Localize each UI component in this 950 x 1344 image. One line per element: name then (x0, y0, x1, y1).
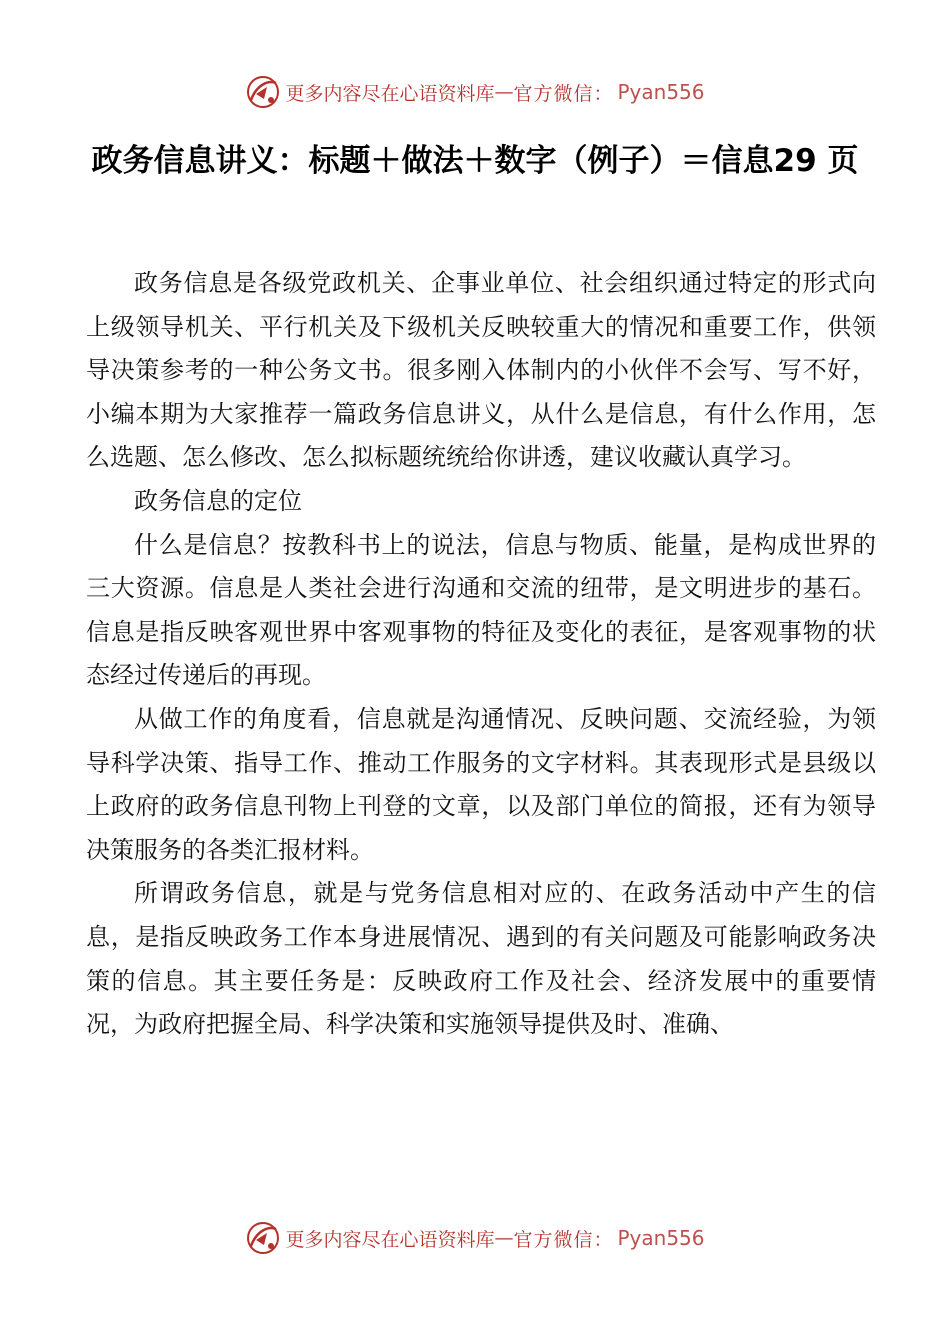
banner-text: 更多内容尽在心语资料库 (285, 82, 495, 105)
brand-logo-icon (245, 1220, 281, 1256)
banner-wechat-id: Pyan556 (617, 80, 705, 104)
document-body (86, 262, 876, 1047)
paragraph-definition: 什么是信息？按教科书上的说法，信息与物质、能量，是构成世界的三大资源。信息是人类社会进行沟通和交流的纽带，是文明进步的基石。信息是指反映客观世界中客观事物的特征及变化的表征，是客观事物的状态经过传递后的再现。 (86, 530, 876, 690)
banner-text: 更多内容尽在心语资料库 (285, 1228, 495, 1251)
section-heading: 政务信息的定位 (134, 486, 302, 515)
banner-wechat-label: 官方微信： (513, 1228, 614, 1251)
header-banner (0, 72, 950, 112)
banner-dash: — (494, 81, 514, 103)
footer-banner (0, 1218, 950, 1258)
banner-dash: — (494, 1227, 514, 1249)
paragraph-work-perspective: 从做工作的角度看，信息就是沟通情况、反映问题、交流经验，为领导科学决策、指导工作、推动工作服务的文字材料。其表现形式是县级以上政府的政务信息刊物上刊登的文章，以及部门单位的简报，还有为领导决策服务的各类汇报材料。 (86, 704, 876, 864)
brand-logo-icon (245, 74, 281, 110)
document-title: 政务信息讲义：标题＋做法＋数字（例子）＝信息29 页 (91, 143, 859, 179)
paragraph-government-info: 所谓政务信息，就是与党务信息相对应的、在政务活动中产生的信息，是指反映政务工作本身进展情况、遇到的有关问题及可能影响政务决策的信息。其主要任务是：反映政府工作及社会、经济发展中的重要情况，为政府把握全局、科学决策和实施领导提供及时、准确、 (86, 879, 876, 1039)
banner-wechat-label: 官方微信： (513, 82, 614, 105)
banner-wechat-id: Pyan556 (617, 1226, 705, 1250)
paragraph-intro: 政务信息是各级党政机关、企事业单位、社会组织通过特定的形式向上级领导机关、平行机关及下级机关反映较重大的情况和重要工作，供领导决策参考的一种公务文书。很多刚入体制内的小伙伴不会写、写不好，小编本期为大家推荐一篇政务信息讲义，从什么是信息，有什么作用，怎么选题、怎么修改、怎么拟标题统统给你讲透，建议收藏认真学习。 (86, 269, 876, 472)
